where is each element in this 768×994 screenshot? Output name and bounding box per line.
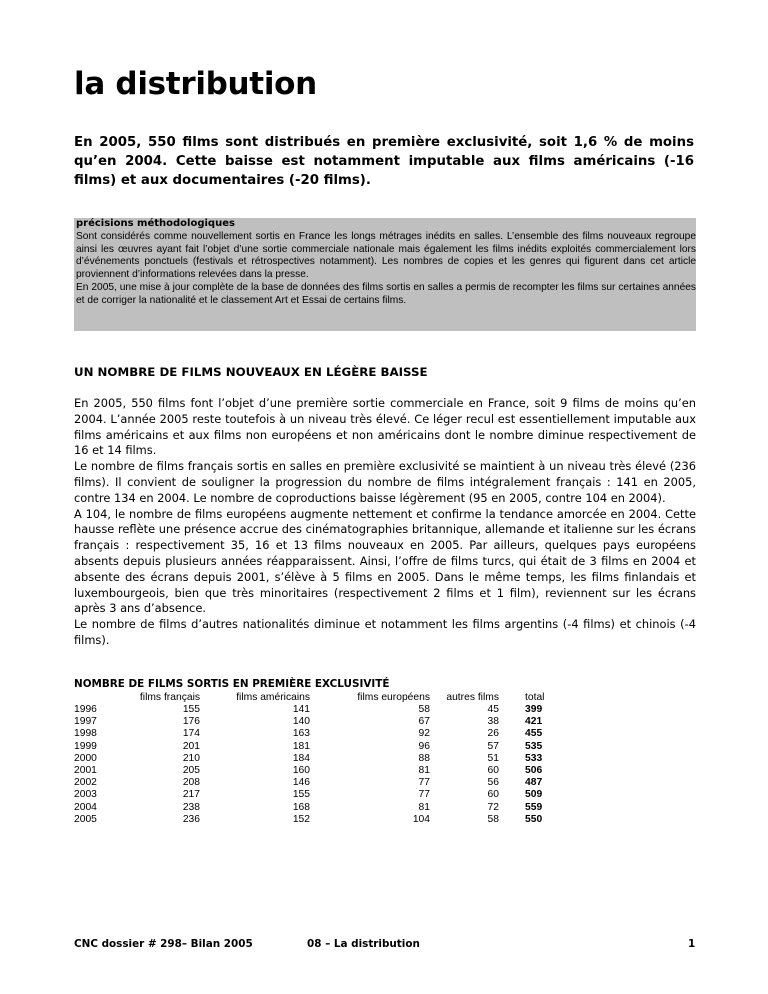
lead-paragraph: En 2005, 550 films sont distribués en première exclusivité, soit 1,6 % de moins qu’en 2004. Cette baisse est notamment imputable aux films américains (-16 films) et aux documentaires (-20 films). [74,135,694,188]
table-cell: 45 [487,704,499,715]
table-cell: 163 [292,728,310,740]
body-paragraph: Le nombre de films d’autres nationalités diminue et notamment les films argentins (-4 films) et chinois (-4 films). [74,617,696,647]
table-cell: 146 [292,777,310,789]
table-cell: 88 [418,752,430,764]
table-header-cell: total [525,692,545,703]
table-row [74,741,544,753]
total-cell: 455 [525,728,543,740]
table-cell: 210 [182,752,200,764]
table-cell: 184 [292,752,310,764]
year-cell: 1999 [74,740,97,752]
table-cell: 67 [418,716,430,728]
table-cell: 236 [182,813,200,825]
total-cell: 399 [525,704,543,715]
table-header-cell: films français [139,692,200,703]
table-cell: 155 [182,704,200,715]
total-cell: 421 [525,716,543,728]
page-title: la distribution [74,66,317,102]
table-row [74,704,544,716]
table-cell: 60 [487,765,499,777]
table-cell: 205 [182,765,200,777]
total-cell: 506 [525,765,543,777]
methodology-paragraph: En 2005, une mise à jour complète de la base de données des films sortis en salles a permis de recompter les films sur certaines années et de corriger la nationalité et le classement Art et Essai de certains films. [76,281,696,306]
table-cell: 152 [292,813,310,825]
table-cell: 81 [418,801,430,813]
table-row [74,753,544,765]
table-cell: 168 [292,801,310,813]
total-cell: 535 [525,740,543,752]
methodology-paragraph: Sont considérés comme nouvellement sortis en France les longs métrages inédits en salles. L’ensemble des films nouveaux regroupe ainsi les œuvres ayant fait l’objet d’une sortie commerciale nationale mais également les films inédits exploités commercialement lors d’événements ponctuels (festivals et rétrospectives notamment). Les nombres de copies et les genres qui figurent dans cet article proviennent d’informations relevées dans la presse. [76,230,696,281]
table-cell: 174 [182,728,200,740]
methodology-title: précisions méthodologiques [76,218,235,229]
table-cell: 208 [182,777,200,789]
table-cell: 51 [487,752,499,764]
body-paragraph: Le nombre de films français sortis en salles en première exclusivité se maintient à un niveau très élevé (236 films). Il convient de souligner la progression du nombre de films intégralement français : 141 en 2005, contre 134 en 2004. Le nombre de coproductions baisse légèrement (95 en 2005, contre 104 en 2004). [74,459,696,505]
footer-page-number: 1 [688,938,696,950]
total-cell: 550 [525,813,543,825]
table-cell: 141 [292,704,310,715]
table-title: NOMBRE DE FILMS SORTIS EN PREMIÈRE EXCLUSIVITÉ [74,678,390,690]
table-cell: 72 [487,801,499,813]
table-cell: 176 [182,716,200,728]
year-cell: 2005 [74,813,97,825]
table-cell: 160 [292,765,310,777]
table-row [74,802,544,814]
table-body [74,704,544,826]
year-cell: 2001 [74,765,97,777]
table-row [74,728,544,740]
table-cell: 57 [487,740,499,752]
table-cell: 38 [487,716,499,728]
year-cell: 2002 [74,777,97,789]
table-cell: 81 [418,765,430,777]
table-cell: 181 [292,740,310,752]
methodology-box [74,218,696,331]
table-cell: 77 [418,789,430,801]
table-row [74,789,544,801]
table-header-cell: autres films [446,692,499,703]
table-row [74,765,544,777]
table-header-cell [74,692,126,704]
table-row [74,716,544,728]
table-header-cell: films américains [236,692,310,703]
table-row [74,777,544,789]
year-cell: 2003 [74,789,97,801]
table-cell: 104 [412,813,430,825]
table-cell: 92 [418,728,430,740]
table-cell: 155 [292,789,310,801]
body-paragraph: En 2005, 550 films font l’objet d’une première sortie commerciale en France, soit 9 films de moins qu’en 2004. L’année 2005 reste toutefois à un niveau très élevé. Ce léger recul est essentiellement imputable aux films américains et aux films non européens et non américains dont le nombre diminue respectivement de 16 et 14 films. [74,396,696,458]
year-cell: 1996 [74,704,97,715]
table-row [74,814,544,826]
total-cell: 509 [525,789,543,801]
table-cell: 58 [418,704,430,715]
section-body [74,396,696,649]
year-cell: 2004 [74,801,97,813]
films-table [74,692,544,826]
table-cell: 140 [292,716,310,728]
year-cell: 1997 [74,716,97,728]
table-cell: 26 [487,728,499,740]
footer-publication: CNC dossier # 298– Bilan 2005 [74,938,253,950]
footer-section: 08 – La distribution [307,938,420,950]
total-cell: 559 [525,801,543,813]
body-paragraph: A 104, le nombre de films européens augmente nettement et confirme la tendance amorcée en 2004. Cette hausse reflète une présence accrue des cinématographies britannique, allemande et italienne sur les écrans français : respectivement 35, 16 et 13 films nouveaux en 2005. Par ailleurs, quelques pays européens absents depuis plusieurs années réapparaissent. Ainsi, l’offre de films turcs, qui était de 3 films en 2004 et absente des écrans depuis 2001, s’élève à 5 films en 2005. Dans le même temps, les films finlandais et luxembourgeois, bien que très minoritaires (respectivement 2 films et 1 film), reviennent sur les écrans après 3 ans d’absence. [74,506,696,616]
table-cell: 60 [487,789,499,801]
table-cell: 77 [418,777,430,789]
table-cell: 96 [418,740,430,752]
table-cell: 238 [182,801,200,813]
table-cell: 217 [182,789,200,801]
total-cell: 533 [525,752,543,764]
total-cell: 487 [525,777,543,789]
table-cell: 58 [487,813,499,825]
table-cell: 56 [487,777,499,789]
table-header-row [74,692,544,704]
table-cell: 201 [182,740,200,752]
table-header-cell: films européens [357,692,430,703]
section-title: UN NOMBRE DE FILMS NOUVEAUX EN LÉGÈRE BAISSE [74,365,428,379]
year-cell: 2000 [74,752,97,764]
year-cell: 1998 [74,728,97,740]
